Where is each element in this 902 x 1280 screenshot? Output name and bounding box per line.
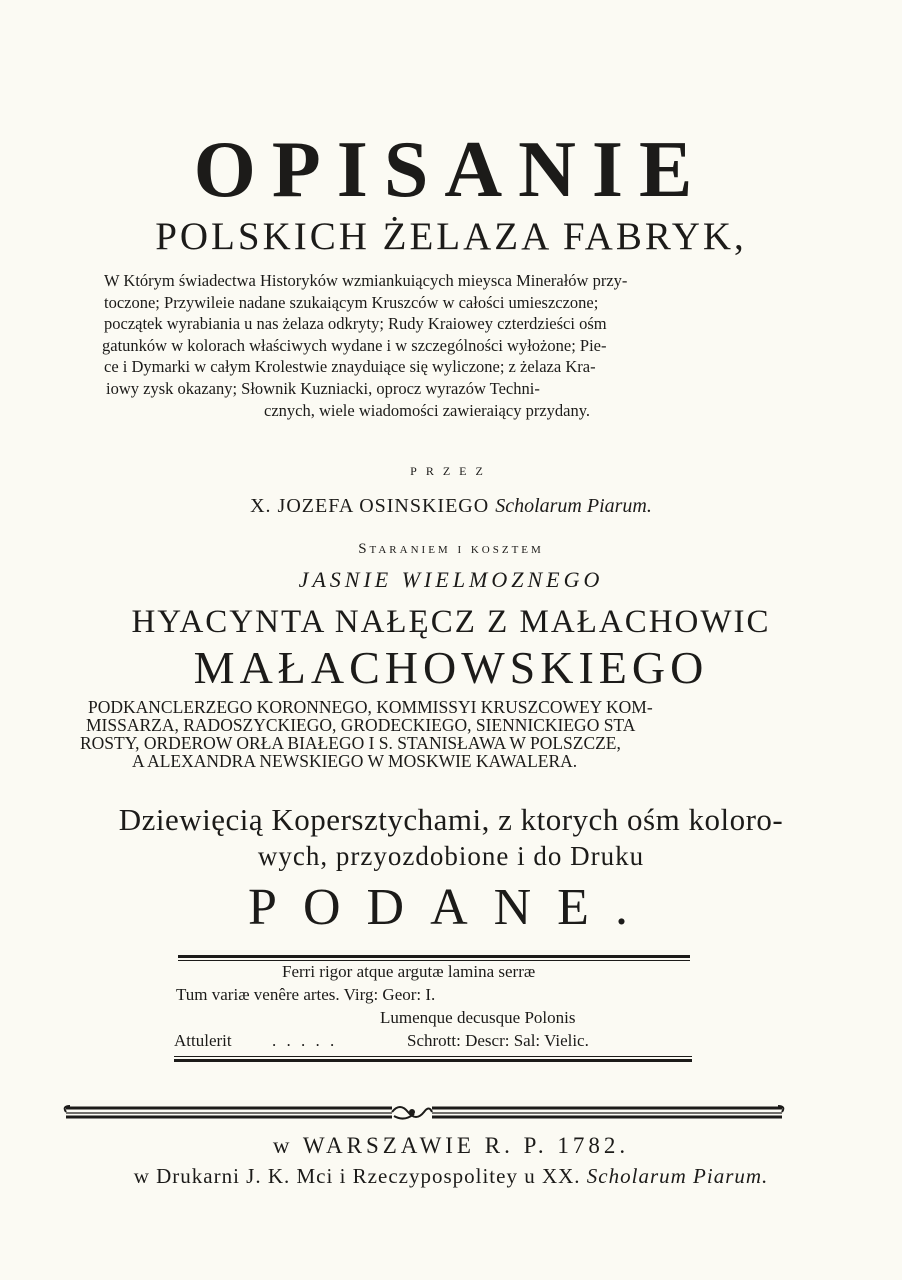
przez-label: PRZEZ xyxy=(410,464,492,478)
author-name: X. JOZEFA OSINSKIEGO xyxy=(250,495,490,517)
patron-surname-line: MAŁACHOWSKIEGO xyxy=(193,642,709,693)
quote-line-3: Lumenque decusque Polonis xyxy=(380,1008,576,1027)
quote-line-4-dots: . . . . . xyxy=(272,1031,338,1050)
quote-line-1: Ferri rigor atque argutæ lamina serræ xyxy=(282,962,536,981)
patron-title-line: A ALEXANDRA NEWSKIEGO W MOSKWIE KAWALERA. xyxy=(132,751,578,771)
description-line: toczone; Przywileie nadane szukaiącym Kruszców w całości umieszczone; xyxy=(104,292,599,312)
author-order: Scholarum Piarum. xyxy=(495,495,652,517)
description-line: początek wyrabiania u nas żelaza odkryty; Rudy Kraiowey czterdzieści ośm xyxy=(104,314,607,334)
subtitle: POLSKICH ŻELAZA FABRYK, xyxy=(155,215,747,258)
city-year-line: w WARSZAWIE R. P. 1782. xyxy=(272,1133,630,1158)
quote-line-4-left: Attulerit xyxy=(174,1031,232,1050)
quote-top-rule xyxy=(178,955,690,958)
description-line: gatunków w kolorach właściwych wydane i w szczególności wyłożone; Pie- xyxy=(102,335,607,355)
patron-name-line: HYACYNTA NAŁĘCZ Z MAŁACHOWIC xyxy=(131,604,771,640)
author-line xyxy=(0,492,902,520)
description-line: iowy zysk okazany; Słownik Kuzniacki, oprocz wyrazów Techni- xyxy=(106,379,540,398)
quote-top-rule-thin xyxy=(178,960,690,961)
printer-line xyxy=(0,1162,902,1190)
main-title: OPISANIE xyxy=(193,126,709,214)
staraniem-line: Staraniem i kosztem xyxy=(358,541,544,557)
patron-title-line: ROSTY, ORDEROW ORŁA BIAŁEGO I S. STANISŁAWA W POLSZCZE, xyxy=(80,733,621,753)
quote-bottom-rule-thin xyxy=(174,1056,692,1057)
engravings-line-1: Dziewięcią Kopersztychami, z ktorych ośm koloro- xyxy=(118,802,784,837)
printer-name: w Drukarni J. K. Mci i Rzeczypospolitey u XX. xyxy=(133,1164,581,1188)
quote-bottom-rule xyxy=(174,1059,692,1062)
patron-title-line: PODKANCLERZEGO KORONNEGO, KOMMISSYI KRUSZCOWEY KOM- xyxy=(88,697,653,717)
jasnie-line: JASNIE WIELMOZNEGO xyxy=(298,567,604,592)
printer-order: Scholarum Piarum. xyxy=(586,1164,769,1188)
podane-word: PODANE. xyxy=(248,879,654,936)
quote-line-4-right: Schrott: Descr: Sal: Vielic. xyxy=(407,1031,589,1050)
description-line: ce i Dymarki w całym Krolestwie znayduiące się wyliczone; z żelaza Kra- xyxy=(104,357,596,377)
ornamental-rule-icon xyxy=(62,1098,786,1132)
description-line: W Którym świadectwa Historyków wzmiankuiących mieysca Minerałów przy- xyxy=(104,271,628,290)
engravings-line-2: wych, przyozdobione i do Druku xyxy=(257,841,645,871)
description-line: cznych, wiele wiadomości zawieraiący przydany. xyxy=(264,400,591,420)
quote-line-2: Tum variæ venêre artes. Virg: Geor: I. xyxy=(176,985,436,1004)
patron-title-line: MISSARZA, RADOSZYCKIEGO, GRODECKIEGO, SIENNICKIEGO STA xyxy=(86,715,636,735)
